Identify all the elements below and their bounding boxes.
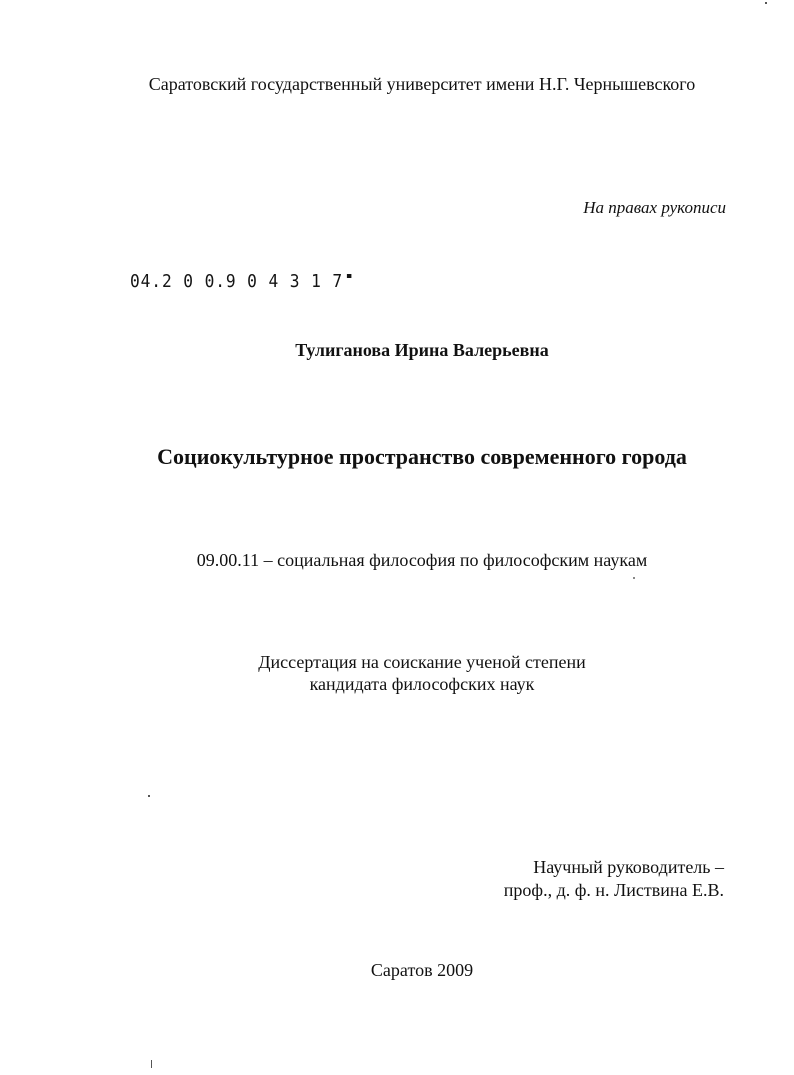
scan-speck bbox=[633, 577, 635, 579]
stamp-mark bbox=[347, 274, 352, 278]
city-year: Саратов 2009 bbox=[370, 960, 474, 980]
university-name: Саратовский государственный университет имени Н.Г. Чернышевского bbox=[148, 74, 696, 94]
supervisor-label: Научный руководитель – bbox=[533, 857, 724, 877]
scan-speck bbox=[765, 2, 767, 4]
degree-statement-line1: Диссертация на соискание ученой степени bbox=[258, 652, 586, 672]
degree-statement-line2: кандидата философских наук bbox=[309, 674, 535, 694]
scan-speck bbox=[151, 1060, 152, 1068]
registration-stamp bbox=[130, 271, 351, 292]
scan-speck bbox=[148, 795, 150, 797]
registration-stamp-number: 04.2 0 0.9 0 4 3 1 7 bbox=[130, 271, 344, 292]
supervisor-name: проф., д. ф. н. Листвина Е.В. bbox=[503, 880, 724, 900]
manuscript-note: На правах рукописи bbox=[583, 198, 726, 217]
author-name: Тулиганова Ирина Валерьевна bbox=[295, 340, 549, 360]
dissertation-title: Социокультурное пространство современного города bbox=[157, 444, 687, 469]
specialty-code: 09.00.11 – социальная философия по философским наукам bbox=[196, 550, 648, 570]
